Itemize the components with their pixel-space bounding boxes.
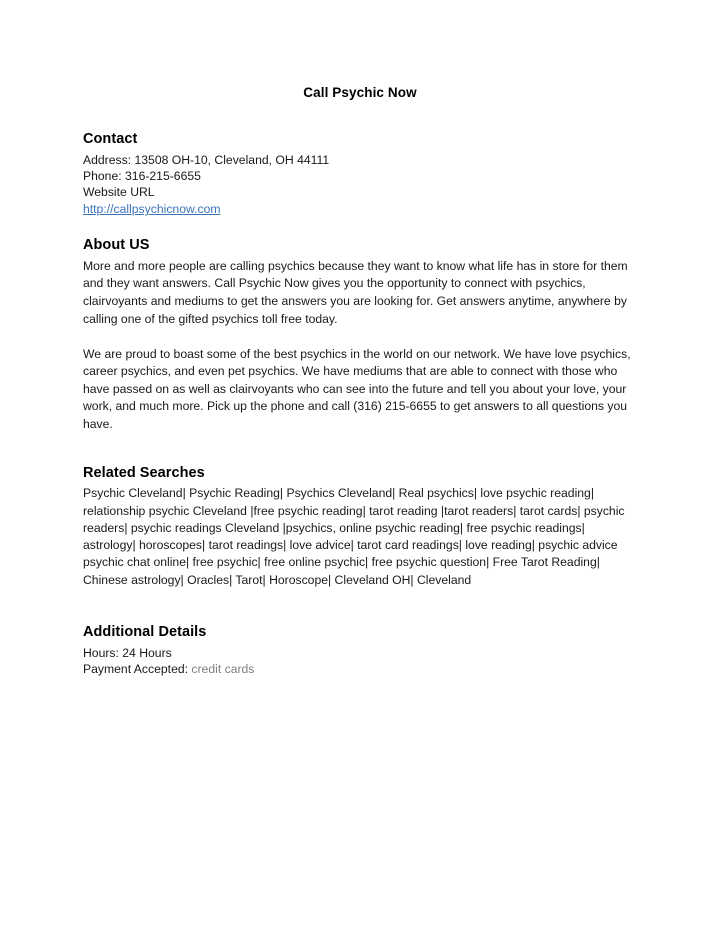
additional-details-section [83, 623, 635, 677]
contact-address: Address: 13508 OH-10, Cleveland, OH 44111 [83, 152, 330, 167]
payment-accepted-label: Payment Accepted: [83, 661, 189, 676]
related-searches-heading: Related Searches [83, 464, 205, 481]
additional-details-heading: Additional Details [83, 624, 207, 641]
about-paragraph-1: More and more people are calling psychics because they want to know what life has in store for them and they want answers. Call Psychic Now gives you the opportunity to connect with psychics, clairvoyants and mediums to get the answers you are looking for. Get answers anytime, anywhere by calling one of the gifted psychics toll free today. [83, 258, 628, 326]
about-heading: About US [83, 237, 150, 254]
payment-accepted-value: credit cards [191, 661, 255, 676]
contact-website-label: Website URL [83, 184, 155, 199]
page-title: Call Psychic Now [303, 85, 417, 100]
document-body [83, 130, 635, 677]
spacer-after-related [83, 589, 635, 623]
contact-heading: Contact [83, 131, 138, 147]
related-searches-section [83, 464, 635, 589]
additional-details-payment [83, 661, 635, 677]
additional-details-hours: Hours: 24 Hours [83, 645, 172, 660]
contact-website-link[interactable]: http://callpsychicnow.com [83, 202, 221, 217]
about-paragraph-2: We are proud to boast some of the best psychics in the world on our network. We have love psychics, career psychics, and even pet psychics. We have mediums that are able to connect with those who have passed on as well as clairvoyants who can see into the future and tell you about your love, your work, and much more. Pick up the phone and call (316) 215-6655 to get answers to all questions you have. [83, 346, 631, 432]
about-section [83, 236, 635, 434]
related-searches-keywords: Psychic Cleveland| Psychic Reading| Psychics Cleveland| Real psychics| love psychic reading| relationship psychic Cleveland |free psychic reading| tarot reading |tarot readers| tarot cards| psychic readers| psychic readings Cleveland |psychics, online psychic reading| free psychic readings| astrology| horoscopes| tarot readings| love advice| tarot card readings| love reading| psychic advice psychic chat online| free psychic| free online psychic| free psychic question| Free Tarot Reading| Chinese astrology| Oracles| Tarot| Horoscope| Cleveland OH| Cleveland [83, 486, 625, 587]
spacer-after-contact [83, 218, 635, 236]
contact-section [83, 130, 635, 218]
contact-phone: Phone: 316-215-6655 [83, 168, 201, 183]
spacer-after-about [83, 434, 635, 464]
